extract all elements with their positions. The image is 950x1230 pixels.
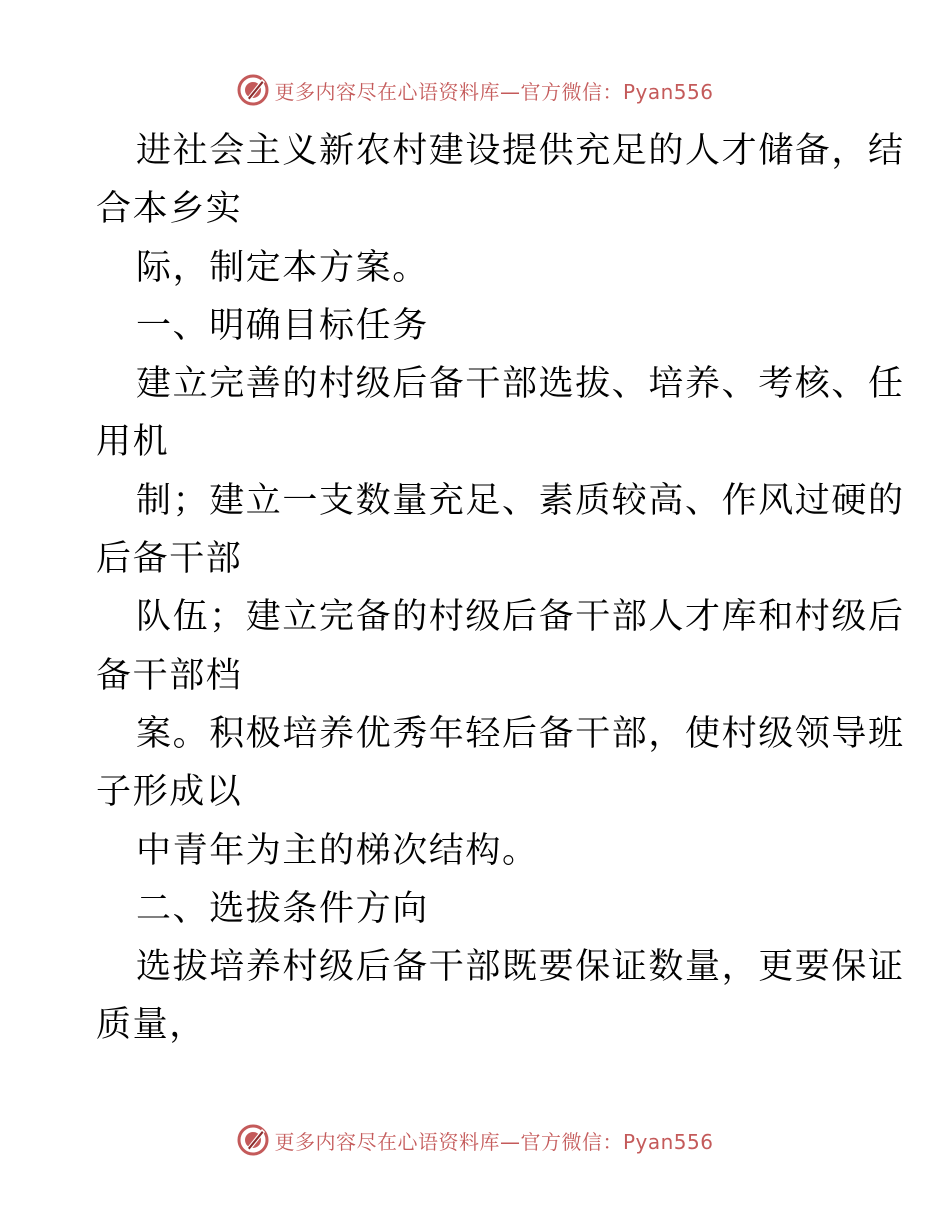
body-line: 用机 xyxy=(96,422,170,463)
header-banner-text: 更多内容尽在心语资料库—官方微信：Pyan556 xyxy=(274,79,714,104)
section-heading: 二、选拔条件方向 xyxy=(136,888,429,929)
pen-nib-seal-icon xyxy=(236,73,270,107)
body-line: 制；建立一支数量充足、素质较高、作风过硬的 xyxy=(136,480,905,521)
document-body xyxy=(96,122,905,1055)
body-line: 选拔培养村级后备干部既要保证数量，更要保证 xyxy=(136,947,905,988)
body-line: 质量， xyxy=(96,1005,206,1046)
body-line: 合本乡实 xyxy=(96,189,243,230)
header-banner xyxy=(0,70,950,110)
body-line: 备干部档 xyxy=(96,655,243,696)
body-line: 进社会主义新农村建设提供充足的人才储备，结 xyxy=(136,131,905,171)
body-line: 际，制定本方案。 xyxy=(136,247,429,288)
body-line: 后备干部 xyxy=(96,539,243,580)
pen-nib-seal-icon xyxy=(236,1123,270,1157)
section-heading: 一、明确目标任务 xyxy=(136,305,429,346)
body-line: 队伍；建立完备的村级后备干部人才库和村级后 xyxy=(136,597,905,638)
body-line: 案。积极培养优秀年轻后备干部，使村级领导班 xyxy=(136,713,905,754)
body-line: 子形成以 xyxy=(96,772,243,813)
footer-banner xyxy=(0,1120,950,1160)
body-line: 中青年为主的梯次结构。 xyxy=(136,830,539,871)
footer-banner-text: 更多内容尽在心语资料库—官方微信：Pyan556 xyxy=(274,1129,714,1154)
body-line: 建立完善的村级后备干部选拔、培养、考核、任 xyxy=(136,364,905,405)
